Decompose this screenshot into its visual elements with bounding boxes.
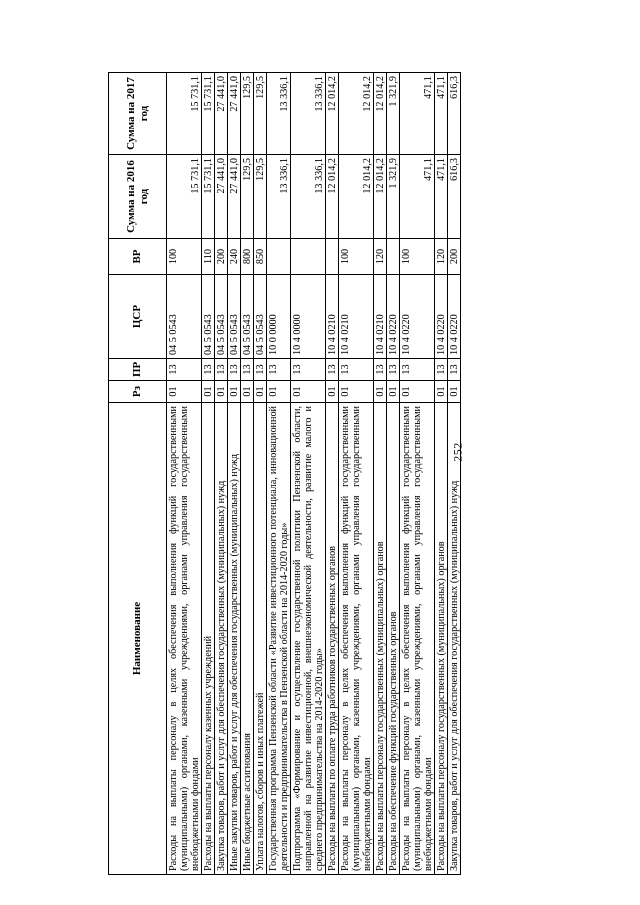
cell-vr: 100: [339, 239, 374, 275]
table-row: [435, 73, 448, 875]
cell-csr: 10 0 0000: [267, 275, 291, 359]
cell-sum-2017: 616,3: [448, 73, 461, 155]
cell-pr: 13: [400, 359, 435, 381]
cell-rz: 01: [215, 381, 228, 403]
cell-name: Расходы на выплаты персоналу казенных учреждений: [202, 403, 215, 875]
cell-sum-2016: 13 336,1: [267, 155, 291, 239]
cell-pr: 13: [241, 359, 254, 381]
cell-csr: 04 5 0543: [254, 275, 267, 359]
cell-pr: 13: [326, 359, 339, 381]
table-row: [339, 73, 374, 875]
cell-pr: 13: [228, 359, 241, 381]
cell-vr: 200: [448, 239, 461, 275]
cell-sum-2016: 129,5: [254, 155, 267, 239]
cell-vr: 240: [228, 239, 241, 275]
table-row: [326, 73, 339, 875]
header-csr: ЦСР: [109, 275, 167, 359]
cell-pr: 13: [339, 359, 374, 381]
cell-vr: [387, 239, 400, 275]
cell-vr: 120: [435, 239, 448, 275]
cell-sum-2017: 13 336,1: [291, 73, 326, 155]
table-row: [448, 73, 461, 875]
cell-sum-2016: 12 014,2: [339, 155, 374, 239]
table-row: [167, 73, 202, 875]
cell-pr: 13: [435, 359, 448, 381]
cell-pr: 13: [254, 359, 267, 381]
cell-name: Расходы на выплаты персоналу в целях обеспечения выполнения функций государственными (муниципальными) органами, казенными учреждениями, органами управления государственными внебюджетными фондами: [167, 403, 202, 875]
cell-sum-2017: 471,1: [435, 73, 448, 155]
cell-rz: 01: [202, 381, 215, 403]
cell-rz: 01: [326, 381, 339, 403]
rotated-table-container: [108, 73, 590, 875]
table-row: [291, 73, 326, 875]
cell-csr: 04 5 0543: [202, 275, 215, 359]
cell-sum-2017: 15 731,1: [167, 73, 202, 155]
cell-name: Иные бюджетные ассигнования: [241, 403, 254, 875]
cell-sum-2016: 15 731,1: [202, 155, 215, 239]
cell-rz: 01: [241, 381, 254, 403]
cell-sum-2016: 27 441,0: [228, 155, 241, 239]
cell-pr: 13: [448, 359, 461, 381]
cell-pr: 13: [167, 359, 202, 381]
cell-sum-2017: 13 336,1: [267, 73, 291, 155]
table-row: [400, 73, 435, 875]
cell-sum-2016: 12 014,2: [326, 155, 339, 239]
cell-sum-2016: 15 731,1: [167, 155, 202, 239]
cell-name: Закупка товаров, работ и услуг для обеспечения государственных (муниципальных) нужд: [448, 403, 461, 875]
cell-sum-2017: 12 014,2: [374, 73, 387, 155]
header-sum-2017: Сумма на 2017 год: [109, 73, 167, 155]
cell-name: Закупка товаров, работ и услуг для обеспечения государственных (муниципальных) нужд: [215, 403, 228, 875]
cell-vr: 100: [400, 239, 435, 275]
cell-rz: 01: [228, 381, 241, 403]
cell-csr: 04 5 0543: [215, 275, 228, 359]
cell-vr: 200: [215, 239, 228, 275]
header-name: Наименование: [109, 403, 167, 875]
cell-csr: 04 5 0543: [241, 275, 254, 359]
cell-rz: 01: [435, 381, 448, 403]
cell-name: Расходы на выплаты персоналу государственных (муниципальных) органов: [435, 403, 448, 875]
cell-sum-2016: 471,1: [435, 155, 448, 239]
cell-csr: 10 4 0220: [400, 275, 435, 359]
cell-sum-2016: 616,3: [448, 155, 461, 239]
cell-pr: 13: [215, 359, 228, 381]
cell-csr: 10 4 0210: [326, 275, 339, 359]
cell-pr: 13: [267, 359, 291, 381]
cell-name: Расходы на выплаты персоналу в целях обеспечения выполнения функций государственными (муниципальными) органами, казенными учреждениями, органами управления государственными внебюджетными фондами: [400, 403, 435, 875]
table-row: [215, 73, 228, 875]
cell-name: Расходы на выплаты по оплате труда работников государственных органов: [326, 403, 339, 875]
cell-rz: 01: [167, 381, 202, 403]
cell-sum-2016: 13 336,1: [291, 155, 326, 239]
table-row: [387, 73, 400, 875]
cell-csr: 10 4 0000: [291, 275, 326, 359]
cell-sum-2017: 129,5: [254, 73, 267, 155]
cell-name: Расходы на обеспечение функций государственных органов: [387, 403, 400, 875]
cell-rz: 01: [400, 381, 435, 403]
cell-pr: 13: [374, 359, 387, 381]
cell-rz: 01: [387, 381, 400, 403]
cell-name: Уплата налогов, сборов и иных платежей: [254, 403, 267, 875]
cell-rz: 01: [374, 381, 387, 403]
cell-sum-2016: 12 014,2: [374, 155, 387, 239]
table-row: [202, 73, 215, 875]
cell-csr: 10 4 0220: [435, 275, 448, 359]
cell-sum-2017: 12 014,2: [326, 73, 339, 155]
budget-table: [108, 72, 461, 875]
cell-sum-2017: 12 014,2: [339, 73, 374, 155]
header-sum-2016: Сумма на 2016 год: [109, 155, 167, 239]
table-row: [241, 73, 254, 875]
table-row: [254, 73, 267, 875]
cell-rz: 01: [291, 381, 326, 403]
cell-name: Подпрограмма «Формирование и осуществление государственной политики Пензенской области, направленной на развитие инвестиционной, внешнеэкономической деятельности, развитие малого и среднего предпринимательства на 2014-2020 годы»: [291, 403, 326, 875]
cell-csr: 10 4 0210: [339, 275, 374, 359]
cell-rz: 01: [448, 381, 461, 403]
cell-rz: 01: [254, 381, 267, 403]
header-rz: Рз: [109, 381, 167, 403]
cell-sum-2016: 1 321,9: [387, 155, 400, 239]
cell-sum-2017: 1 321,9: [387, 73, 400, 155]
cell-vr: 100: [167, 239, 202, 275]
cell-csr: 10 4 0210: [374, 275, 387, 359]
cell-pr: 13: [291, 359, 326, 381]
cell-name: Расходы на выплаты персоналу в целях обеспечения выполнения функций государственными (муниципальными) органами, казенными учреждениями, органами управления государственными внебюджетными фондами: [339, 403, 374, 875]
cell-vr: [267, 239, 291, 275]
cell-sum-2017: 471,1: [400, 73, 435, 155]
cell-sum-2016: 129,5: [241, 155, 254, 239]
cell-csr: 04 5 0543: [167, 275, 202, 359]
cell-csr: 10 4 0220: [448, 275, 461, 359]
cell-sum-2016: 471,1: [400, 155, 435, 239]
cell-name: Расходы на выплаты персоналу государственных (муниципальных) органов: [374, 403, 387, 875]
cell-vr: [326, 239, 339, 275]
cell-sum-2017: 129,5: [241, 73, 254, 155]
cell-name: Иные закупки товаров, работ и услуг для обеспечения государственных (муниципальных) нужд: [228, 403, 241, 875]
cell-vr: [291, 239, 326, 275]
cell-pr: 13: [387, 359, 400, 381]
cell-rz: 01: [339, 381, 374, 403]
cell-rz: 01: [267, 381, 291, 403]
table-row: [374, 73, 387, 875]
cell-csr: 04 5 0543: [228, 275, 241, 359]
page-number: 252: [450, 442, 465, 462]
cell-name: Государственная программа Пензенской области «Развитие инвестиционного потенциала, инновационной деятельности и предпринимательства в Пензенской области на 2014-2020 годы»: [267, 403, 291, 875]
cell-vr: 120: [374, 239, 387, 275]
cell-sum-2017: 27 441,0: [228, 73, 241, 155]
table-header-row: [109, 73, 167, 875]
header-pr: ПР: [109, 359, 167, 381]
table-row: [228, 73, 241, 875]
table-row: [267, 73, 291, 875]
cell-sum-2017: 27 441,0: [215, 73, 228, 155]
cell-csr: 10 4 0220: [387, 275, 400, 359]
header-vr: ВР: [109, 239, 167, 275]
cell-pr: 13: [202, 359, 215, 381]
cell-vr: 110: [202, 239, 215, 275]
cell-vr: 800: [241, 239, 254, 275]
cell-sum-2016: 27 441,0: [215, 155, 228, 239]
cell-sum-2017: 15 731,1: [202, 73, 215, 155]
cell-vr: 850: [254, 239, 267, 275]
